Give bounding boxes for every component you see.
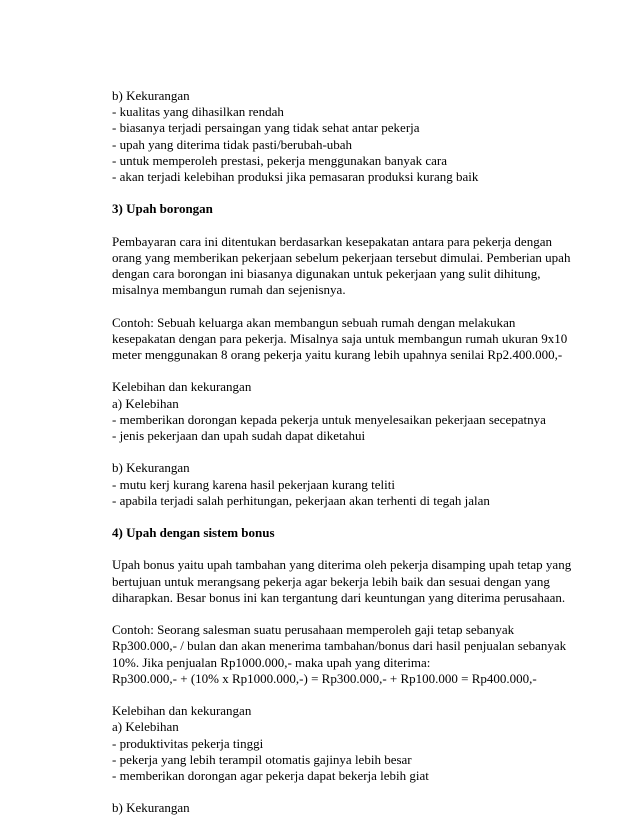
text-line: - memberikan dorongan kepada pekerja untuk menyelesaikan pekerjaan secepatnya <box>112 411 546 427</box>
paragraph-gap <box>112 606 572 622</box>
paragraph-gap <box>112 509 572 525</box>
text-line: misalnya membangun rumah dan sejenisnya. <box>112 282 346 298</box>
paragraph-gap <box>112 541 572 557</box>
text-line: - upah yang diterima tidak pasti/berubah-ubah <box>112 136 353 152</box>
text-line: a) Kelebihan <box>112 395 179 411</box>
text-line: - memberikan dorongan agar pekerja dapat bekerja lebih giat <box>112 767 429 783</box>
paragraph-gap <box>112 784 572 800</box>
text-line: orang yang memberikan pekerjaan sebelum pekerjaan tersebut dimulai. Pemberian upah <box>112 249 571 265</box>
text-line: Contoh: Sebuah keluarga akan membangun sebuah rumah dengan melakukan <box>112 314 516 330</box>
text-line: - jenis pekerjaan dan upah sudah dapat diketahui <box>112 427 366 443</box>
text-line: - kualitas yang dihasilkan rendah <box>112 104 284 120</box>
text-line: a) Kelebihan <box>112 719 179 735</box>
text-line: Rp300.000,- + (10% x Rp1000.000,-) = Rp300.000,- + Rp100.000 = Rp400.000,- <box>112 670 537 686</box>
text-line: bertujuan untuk merangsang pekerja agar bekerja lebih baik dan sesuai dengan yang <box>112 573 550 589</box>
document-body <box>112 88 572 816</box>
paragraph-gap <box>112 363 572 379</box>
text-line: Pembayaran cara ini ditentukan berdasarkan kesepakatan antara para pekerja dengan <box>112 233 552 249</box>
text-line: - akan terjadi kelebihan produksi jika pemasaran produksi kurang baik <box>112 168 479 184</box>
section-heading: 4) Upah dengan sistem bonus <box>112 525 275 541</box>
text-line: - mutu kerj kurang karena hasil pekerjaan kurang teliti <box>112 476 396 492</box>
text-line: kesepakatan dengan para pekerja. Misalnya saja untuk membangun rumah ukuran 9x10 <box>112 330 568 346</box>
text-line: - produktivitas pekerja tinggi <box>112 735 264 751</box>
text-line: - apabila terjadi salah perhitungan, pekerjaan akan terhenti di tegah jalan <box>112 492 490 508</box>
paragraph-gap <box>112 298 572 314</box>
paragraph-gap <box>112 218 572 234</box>
text-line: Rp300.000,- / bulan dan akan menerima tambahan/bonus dari hasil penjualan sebanyak <box>112 638 567 654</box>
section-heading: 3) Upah borongan <box>112 201 213 217</box>
paragraph-gap <box>112 444 572 460</box>
text-line: 10%. Jika penjualan Rp1000.000,- maka upah yang diterima: <box>112 654 431 670</box>
text-line: b) Kekurangan <box>112 460 190 476</box>
text-line: b) Kekurangan <box>112 88 190 103</box>
text-line: meter menggunakan 8 orang pekerja yaitu kurang lebih upahnya senilai Rp2.400.000,- <box>112 347 563 362</box>
text-line: Upah bonus yaitu upah tambahan yang diterima oleh pekerja disamping upah tetap yang <box>112 557 572 573</box>
text-line: dengan cara borongan ini biasanya digunakan untuk pekerjaan yang sulit dihitung, <box>112 266 541 282</box>
paragraph-gap <box>112 185 572 201</box>
text-line: Kelebihan dan kekurangan <box>112 379 252 395</box>
paragraph-gap <box>112 687 572 703</box>
text-line: Contoh: Seorang salesman suatu perusahaan memperoleh gaji tetap sebanyak <box>112 622 515 638</box>
text-line: Kelebihan dan kekurangan <box>112 703 252 719</box>
text-line: - biasanya terjadi persaingan yang tidak sehat antar pekerja <box>112 120 420 136</box>
text-line: b) Kekurangan <box>112 800 190 816</box>
text-line: diharapkan. Besar bonus ini kan tergantung dari keuntungan yang diterima perusahaan. <box>112 589 566 605</box>
text-line: - pekerja yang lebih terampil otomatis gajinya lebih besar <box>112 751 412 767</box>
text-line: - untuk memperoleh prestasi, pekerja menggunakan banyak cara <box>112 152 447 168</box>
